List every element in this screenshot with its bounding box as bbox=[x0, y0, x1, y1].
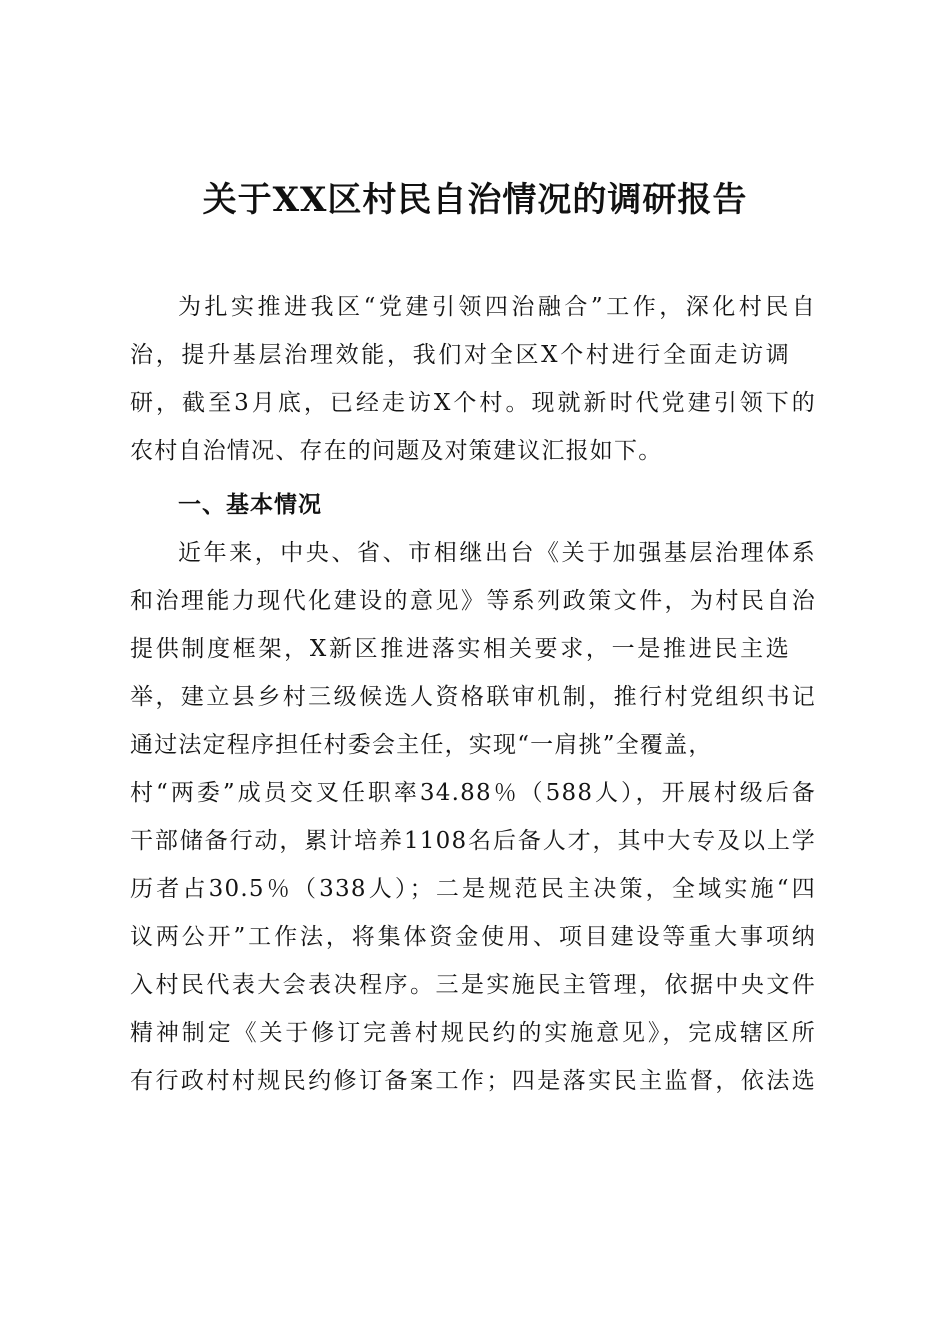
section1-line: 举，建立县乡村三级候选人资格联审机制，推行村党组织书记 bbox=[130, 684, 816, 710]
section1-line: 村“两委”成员交叉任职率34.88％（588人），开展村级后备 bbox=[130, 780, 816, 806]
section1-line: 近年来，中央、省、市相继出台《关于加强基层治理体系 bbox=[178, 540, 816, 566]
intro-line: 为扎实推进我区“党建引领四治融合”工作，深化村民自 bbox=[178, 294, 816, 320]
intro-line: 治，提升基层治理效能，我们对全区X个村进行全面走访调 bbox=[130, 342, 790, 368]
section1-line: 精神制定《关于修订完善村规民约的实施意见》，完成辖区所 bbox=[130, 1020, 816, 1046]
section1-line: 和治理能力现代化建设的意见》等系列政策文件，为村民自治 bbox=[130, 588, 816, 614]
section1-line: 议两公开”工作法，将集体资金使用、项目建设等重大事项纳 bbox=[130, 924, 816, 950]
intro-line: 研，截至3月底，已经走访X个村。现就新时代党建引领下的 bbox=[130, 390, 816, 416]
section1-line: 有行政村村规民约修订备案工作；四是落实民主监督，依法选 bbox=[130, 1068, 816, 1094]
document-title: 关于XX区村民自治情况的调研报告 bbox=[202, 180, 748, 220]
section1-line: 提供制度框架，X新区推进落实相关要求，一是推进民主选 bbox=[130, 636, 790, 662]
section1-line: 入村民代表大会表决程序。三是实施民主管理，依据中央文件 bbox=[130, 972, 816, 998]
intro-line: 农村自治情况、存在的问题及对策建议汇报如下。 bbox=[130, 438, 663, 464]
section1-line: 干部储备行动，累计培养1108名后备人才，其中大专及以上学 bbox=[130, 828, 816, 854]
section1-line: 通过法定程序担任村委会主任，实现“一肩挑”全覆盖， bbox=[130, 732, 713, 758]
section-heading: 一、基本情况 bbox=[178, 492, 322, 518]
section1-line: 历者占30.5％（338人）；二是规范民主决策，全域实施“四 bbox=[130, 876, 816, 902]
